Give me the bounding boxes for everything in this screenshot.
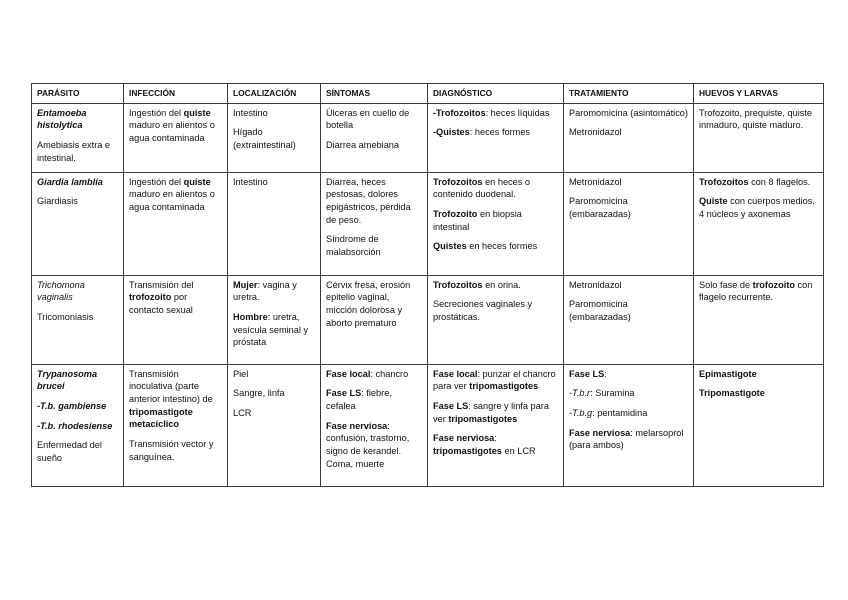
header-infeccion: INFECCIÓN — [124, 84, 228, 104]
text: : chancro — [370, 368, 409, 379]
text: en LCR — [501, 446, 536, 457]
text: Ingestión del — [129, 176, 184, 187]
cell-localizacion — [228, 364, 321, 486]
text: Hígado (extraintestinal) — [233, 127, 296, 150]
disease-name: Amebiasis extra e intestinal. — [37, 139, 111, 163]
bold-text: trofozoito — [752, 279, 795, 290]
table-row — [32, 364, 824, 486]
bold-text: Epimastigote — [699, 368, 757, 379]
text: Ingestión del — [129, 107, 184, 118]
text: : — [494, 433, 497, 444]
text: en biopsia intestinal — [433, 208, 522, 232]
text: : punzar el chancro para ver — [433, 368, 556, 392]
cell-huevos-larvas — [694, 364, 824, 486]
header-diagnostico: DIAGNÓSTICO — [428, 84, 564, 104]
text: Úlceras en cuello de botella — [326, 107, 410, 131]
text: Transmisión vector y sanguínea. — [129, 439, 214, 462]
bold-text: Trofozoito — [433, 208, 478, 219]
bold-text: Trofozoitos — [433, 279, 483, 290]
bold-text: quiste — [183, 107, 211, 118]
cell-localizacion — [228, 275, 321, 364]
disease-name: Enfermedad del sueño — [37, 440, 102, 464]
cell-infeccion — [124, 172, 228, 275]
text: : pentamidina — [592, 407, 648, 418]
cell-huevos-larvas — [694, 275, 824, 364]
text: Secreciones vaginales y prostáticas. — [433, 299, 533, 322]
cell-diagnostico — [428, 275, 564, 364]
header-sintomas: SÍNTOMAS — [321, 84, 428, 104]
text: Transmisión del — [129, 279, 194, 290]
text: maduro en alientos o agua contaminada — [129, 120, 215, 143]
cell-diagnostico — [428, 364, 564, 486]
text: Metronidazol — [569, 279, 622, 290]
cell-tratamiento — [564, 275, 694, 364]
text: con flagelo recurrente. — [699, 279, 813, 303]
cell-sintomas — [321, 364, 428, 486]
text: : vagina y uretra. — [233, 279, 297, 303]
cell-infeccion — [124, 103, 228, 172]
parasite-table — [31, 83, 824, 487]
cell-parasito — [32, 172, 124, 275]
bold-text: Fase nerviosa — [433, 433, 495, 444]
parasite-name: Trichomona vaginalis — [37, 279, 85, 303]
text: Piel — [233, 368, 249, 379]
cell-huevos-larvas: Trofozoito, prequiste, quiste inmaduro, quiste maduro. — [694, 103, 824, 172]
bold-text: Trofozoitos — [433, 176, 483, 187]
text: Intestino — [233, 107, 268, 118]
bold-text: tripomastigotes — [448, 413, 518, 424]
text: Paromomicina (embarazadas) — [569, 196, 631, 219]
bold-text: Fase nerviosa — [569, 427, 631, 438]
header-row — [32, 84, 824, 104]
table-row — [32, 275, 824, 364]
cell-parasito — [32, 103, 124, 172]
text: : heces formes — [469, 127, 531, 138]
text: Diarrea, heces pestosas, dolores epigástricos, pérdida de peso. — [326, 176, 411, 225]
bold-text: Fase local — [433, 368, 478, 379]
subspecies-name: -T.b. gambiense — [37, 400, 107, 411]
cell-tratamiento — [564, 364, 694, 486]
parasite-name: Trypanosoma brucei — [37, 368, 98, 392]
bold-text: tripomastigotes — [433, 446, 502, 457]
bold-text: Fase nerviosa — [326, 420, 388, 431]
bold-text: Trofozoitos — [699, 176, 749, 187]
bold-text: tripomastigotes — [469, 381, 539, 392]
cell-parasito — [32, 275, 124, 364]
cell-infeccion — [124, 275, 228, 364]
cell-diagnostico — [428, 103, 564, 172]
text: : sangre y linfa para ver — [433, 400, 549, 424]
table-row — [32, 103, 824, 172]
text: : heces líquidas — [485, 107, 550, 118]
bold-text: Hombre — [233, 311, 268, 322]
text: en heces o contenido duodenal. — [433, 176, 531, 200]
bold-text: -Trofozoitos — [433, 107, 486, 118]
text: Paromomicina (embarazadas) — [569, 299, 631, 322]
cell-sintomas — [321, 172, 428, 275]
header-huevos-larvas: HUEVOS Y LARVAS — [694, 84, 824, 104]
text: maduro en alientos o agua contaminada — [129, 189, 215, 212]
cell-huevos-larvas — [694, 172, 824, 275]
cell-localizacion — [228, 103, 321, 172]
bold-text: Fase LS — [433, 400, 469, 411]
bold-text: -Quistes — [433, 127, 470, 138]
text: Diarrea amebiana — [326, 139, 400, 150]
header-parasito: PARÁSITO — [32, 84, 124, 104]
text: por contacto sexual — [129, 292, 193, 315]
text: Transmisión inoculativa (parte anterior intestino) de — [129, 368, 213, 404]
bold-text: Fase local — [326, 368, 371, 379]
text: : confusión, trastorno, signo de kerandel. Coma, muerte — [326, 420, 410, 469]
cell-tratamiento — [564, 103, 694, 172]
subspecies-name: -T.b. rhodesiense — [37, 420, 113, 431]
bold-text: trofozoito — [129, 292, 172, 303]
text: en orina. — [482, 279, 521, 290]
text: Paromomicina (asintomático) — [569, 107, 688, 118]
text: : — [604, 368, 607, 379]
bold-text: Fase LS — [569, 368, 605, 379]
parasite-name: Entamoeba histolytica — [37, 107, 87, 131]
text: con 8 flagelos. — [748, 176, 811, 187]
cell-localizacion: Intestino — [228, 172, 321, 275]
cell-parasito — [32, 364, 124, 486]
text: en heces formes — [466, 241, 538, 252]
bold-text: Fase LS — [326, 388, 362, 399]
cell-sintomas — [321, 103, 428, 172]
cell-infeccion — [124, 364, 228, 486]
text: Metronidazol — [569, 176, 622, 187]
header-tratamiento: TRATAMIENTO — [564, 84, 694, 104]
italic-text: -T.b.g — [569, 407, 593, 418]
bold-text: Quiste — [699, 196, 728, 207]
disease-name: Giardiasis — [37, 196, 78, 207]
text: LCR — [233, 407, 252, 418]
bold-text: Tripomastigote — [699, 388, 765, 399]
text: Síndrome de malabsorción — [326, 234, 381, 258]
text: con cuerpos medios, 4 núcleos y axonemas — [699, 196, 815, 219]
cell-sintomas: Cérvix fresa, erosión epitelio vaginal, micción dolorosa y aborto prematuro — [321, 275, 428, 364]
disease-name: Tricomoniasis — [37, 311, 94, 322]
bold-text: tripomastigote metacíclico — [129, 406, 193, 430]
text: : melarsoprol (para ambos) — [569, 427, 684, 451]
text: Metronidazol — [569, 127, 622, 138]
italic-text: -T.b.r — [569, 388, 591, 399]
text: Sangre, linfa — [233, 388, 285, 399]
bold-text: Quistes — [433, 241, 467, 252]
header-localizacion: LOCALIZACIÓN — [228, 84, 321, 104]
parasite-name: Giardia lamblia — [37, 176, 103, 187]
table-row — [32, 172, 824, 275]
bold-text: quiste — [183, 176, 211, 187]
text: Solo fase de — [699, 279, 753, 290]
cell-tratamiento — [564, 172, 694, 275]
text: : fiebre, cefalea — [326, 388, 392, 411]
text: : uretra, vesícula seminal y próstata — [233, 311, 309, 348]
cell-diagnostico — [428, 172, 564, 275]
text: : Suramina — [590, 388, 635, 399]
bold-text: Mujer — [233, 279, 258, 290]
